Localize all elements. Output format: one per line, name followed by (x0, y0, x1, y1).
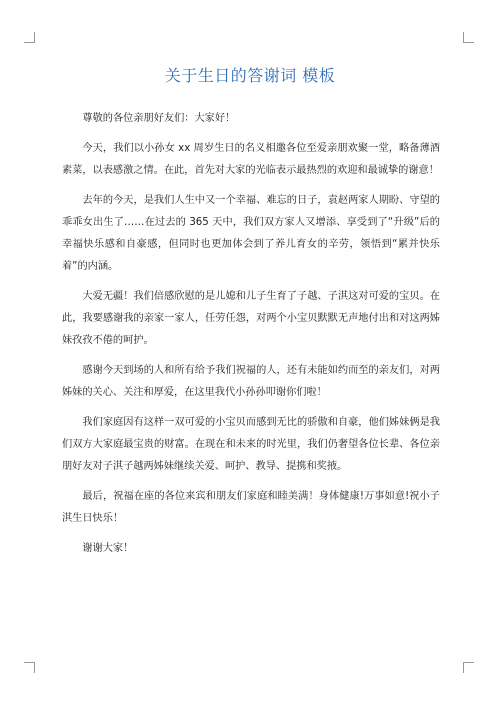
document-body (62, 108, 440, 568)
family-pride-paragraph: 我们家庭因有这样一双可爱的小宝贝而感到无比的骄傲和自豪，他们姊妹俩是我们双方大家庭最宝贵的财富。在现在和未来的时光里，我们仍奢望各位长辈、各位亲朋好友对子淇子越两姊妹继续关爱、呵护、教导、提携和奖掖。 (62, 417, 440, 472)
gratitude-family-paragraph: 大爱无疆！我们倍感欣慰的是儿媳和儿子生育了子越、子淇这对可爱的宝贝。在此，我要感谢我的亲家一家人，任劳任怨，对两个小宝贝默默无声地付出和对这两姊妹孜孜不倦的呵护。 (62, 291, 440, 346)
page-corner-mark-top-right (463, 32, 474, 43)
greeting-paragraph: 尊敬的各位亲朋好友们：大家好！ (82, 113, 236, 124)
page-corner-mark-top-left (24, 32, 35, 43)
welcome-paragraph: 今天，我们以小孙女 xx 周岁生日的名义相邀各位至爱亲朋欢聚一堂，略备薄酒素菜，以表感激之情。在此，首先对大家的光临表示最热烈的欢迎和最诚挚的谢意！ (62, 143, 440, 176)
document-title: 关于生日的答谢词 模板 (164, 66, 336, 85)
thank-you-paragraph: 谢谢大家！ (82, 543, 134, 554)
birth-paragraph: 去年的今天，是我们人生中又一个幸福、难忘的日子，袁赵两家人期盼、守望的乖乖女出生了……在过去的 365 天中，我们双方家人又增添、享受到了“升级”后的幸福快乐感和自豪感，但同时也更加体会到了养儿育女的辛劳，领悟到“累并快乐着”的内涵。 (62, 195, 440, 272)
thanks-guests-paragraph: 感谢今天到场的人和所有给予我们祝福的人，还有未能如约而至的亲友们，对两姊妹的关心、关注和厚爱，在这里我代小孙孙叩谢你们啦！ (62, 365, 440, 398)
page-corner-mark-bottom-left (24, 662, 35, 673)
page-corner-mark-bottom-right (463, 662, 474, 673)
closing-wishes-paragraph: 最后，祝福在座的各位来宾和朋友们家庭和睦美满！身体健康!万事如意!祝小子淇生日快乐！ (62, 491, 440, 524)
